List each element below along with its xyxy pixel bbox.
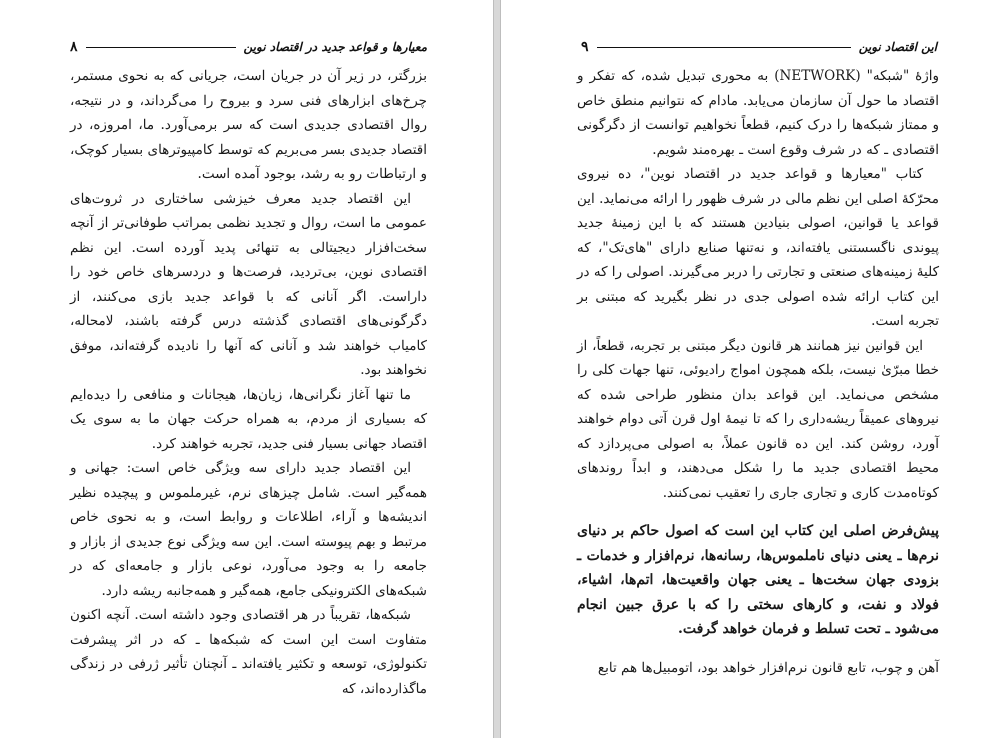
paragraph: این اقتصاد جدید معرف خیزشی ساختاری در ثروت‌های عمومی ما است، روال و تجدید نظمی بمراتب طوفانی‌تر از آنچه سخت‌افزار دیجیتالی به تنهائی پدید آورده است. این نظم اقتصادی نوین، بی‌تردید، فرصت‌ها و دردسرهای خاص خود را داراست. اگر آنانی که با قواعد جدید بازی می‌کنند، از دگرگونی‌های اقتصادی گذشته درس گرفته باشند، لامحاله، کامیاب خواهند شد و آنانی که آنها را نادیده گرفته‌اند، موفق نخواهند بود.: [70, 190, 427, 378]
body-text: [577, 64, 939, 680]
right-page: [500, 0, 995, 738]
running-header: [70, 38, 427, 56]
page-number: ۹: [581, 39, 589, 55]
paragraph: بزرگتر، در زیر آن در جریان است، جریانی که به نحوی مستمر، چرخ‌های ابزارهای فنی سرد و بیروح را می‌گرداند، و در نتیجه، روال اقتصادی جدیدی است که سر برمی‌آورد. ما، امروزه، در اقتصاد جدیدی بسر می‌بریم که توسط کامپیوترهای بسیار کوچک، و ارتباطات رو به رشد، بوجود آمده است.: [70, 68, 427, 182]
header-title: این اقتصاد نوین: [858, 40, 937, 54]
header-title: معیارها و قواعد جدید در اقتصاد نوین: [243, 40, 427, 54]
paragraph: این اقتصاد جدید دارای سه ویژگی خاص است: جهانی و همه‌گیر است. شامل چیزهای نرم، غیرملموس و پیچیده نظیر اندیشه‌ها و آراء، اطلاعات و روابط است، و به نحوی خاص مرتبط و بهم پیوسته است. این سه ویژگی نوع جدیدی از بازار و جامعه را به وجود می‌آورد، نوعی بازار و جامعه‌ای که در شبکه‌های الکترونیکی جامع، همه‌گیر و همه‌جانبه ریشه دارد.: [70, 460, 427, 599]
page-number: ۸: [70, 39, 78, 55]
paragraph: واژهٔ "شبکه" (NETWORK) به محوری تبدیل شده، که تفکر و اقتصاد ما حول آن سازمان می‌یابد. مادام که نتوانیم منطق خاص و ممتاز شبکه‌ها را درک کنیم، قطعاً نخواهیم توانست از دگرگونی اقتصادی ـ که در شرف وقوع است ـ بهره‌مند شویم.: [577, 68, 939, 158]
paragraph: کتاب "معیارها و قواعد جدید در اقتصاد نوین"، ده نیروی محرّکهٔ اصلی این نظم مالی در شرف ظهور را ارائه می‌نماید. این قواعد یا قوانین، اصولی بنیادین هستند که با این زمینهٔ جدید پیوندی ناگسستنی یافته‌اند، و نه‌تنها صنایع دارای "های‌تک"، که کلیهٔ زمینه‌های صنعتی و تجارتی را دربر می‌گیرند. اصولی را که در این کتاب ارائه شده اصولی جدی در نظر بگیرید که مبتنی بر تجربه است.: [577, 166, 939, 329]
header-rule: [86, 47, 236, 48]
body-text: [70, 64, 427, 701]
paragraph: شبکه‌ها، تقریباً در هر اقتصادی وجود داشته است. آنچه اکنون متفاوت است این است که شبکه‌ها ـ که در اثر پیشرفت تکنولوژی، توسعه و تکثیر یافته‌اند ـ آنچنان تأثیر ژرفی در زندگی ماگذارده‌اند، که: [70, 607, 427, 697]
running-header: [581, 38, 937, 56]
header-rule: [597, 47, 851, 48]
paragraph: این قوانین نیز همانند هر قانون دیگر مبتنی بر تجربه، قطعاً، از خطا مبرّیٰ نیست، بلکه همچون امواج رادیوئی، تنها جهات کلی را مشخص می‌نماید. این قواعد بدان منظور طراحی شده که نیروهای عمیقاً ریشه‌داری را که تا نیمهٔ اول قرن آتی دوام خواهند آورد، روشن کند. این ده قانون عملاً، به اصولی می‌پردازد که محیط اقتصادی جدید ما را شکل می‌دهند، و ابداً روندهای کوتاه‌مدت کاری و تجاری جاری را تعقیب نمی‌کنند.: [577, 337, 939, 501]
paragraph: آهن و چوب، تابع قانون نرم‌افزار خواهد بود، اتومبیل‌ها هم تابع: [597, 659, 939, 676]
left-page: [0, 0, 494, 738]
paragraph: ما تنها آغاز نگرانی‌ها، زیان‌ها، هیجانات و منافعی را دیده‌ایم که بسیاری از مردم، به همراه حرکت جهان ما به سوی یک اقتصاد جهانی بسیار فنی جدید، تجربه خواهند کرد.: [70, 386, 427, 452]
bold-paragraph: پیش‌فرض اصلی این کتاب این است که اصول حاکم بر دنیای نرم‌ها ـ یعنی دنیای ناملموس‌ها، رسانه‌ها، نرم‌افزار و خدمات ـ بزودی جهان سخت‌ها ـ یعنی جهان واقعیت‌ها، اتم‌ها، اشیاء، فولاد و نفت، و کارهای سختی را که با عرق جبین انجام می‌شود ـ تحت تسلط و فرمان خواهد گرفت.: [577, 523, 939, 637]
